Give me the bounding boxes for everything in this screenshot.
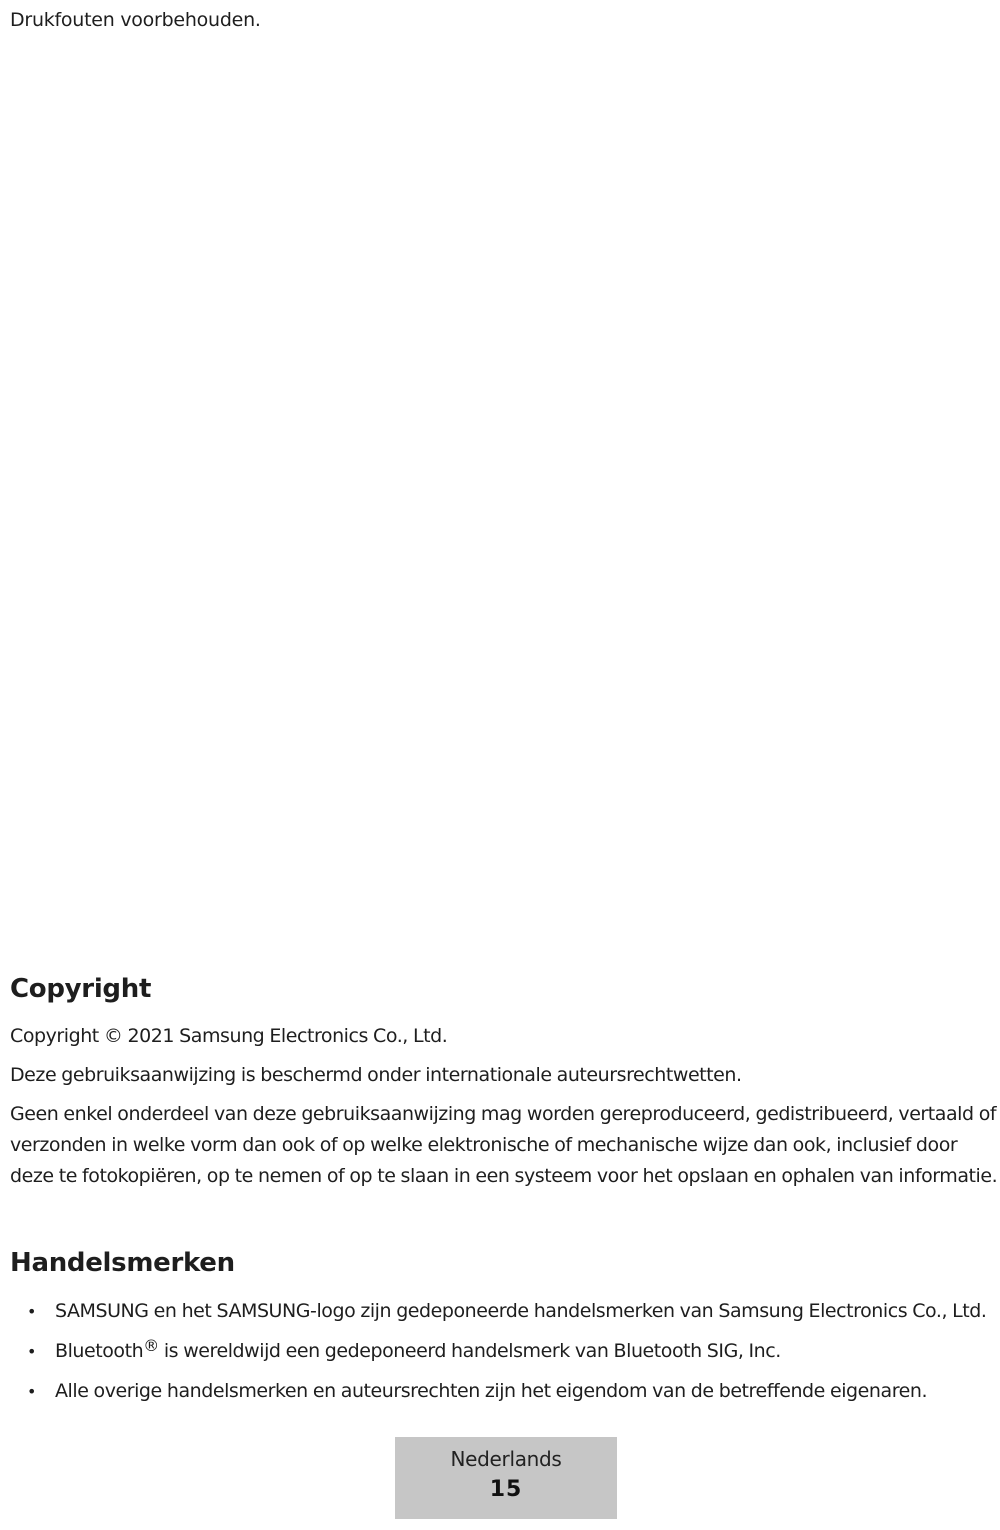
trademarks-heading: Handelsmerken — [10, 1248, 235, 1278]
trademark-item-others — [10, 1376, 1000, 1407]
bullet-icon: • — [27, 1302, 36, 1321]
trademarks-list — [10, 1296, 1000, 1416]
trademark-item-bluetooth — [10, 1336, 1000, 1367]
page-number: 15 — [489, 1477, 523, 1502]
copyright-heading: Copyright — [10, 974, 152, 1004]
trademark-item-text: Alle overige handelsmerken en auteursrechten zijn het eigendom van de betreffende eigenaren. — [55, 1380, 928, 1402]
copyright-notice: Copyright © 2021 Samsung Electronics Co., Ltd. — [10, 1025, 448, 1047]
footer-language: Nederlands — [450, 1447, 562, 1471]
copyright-protection-text: Deze gebruiksaanwijzing is beschermd onder internationale auteursrechtwetten. — [10, 1064, 742, 1086]
registered-mark: ® — [143, 1336, 159, 1355]
bullet-icon: • — [27, 1342, 36, 1361]
trademark-item-text-bluetooth-rest: is wereldwijd een gedeponeerd handelsmerk van Bluetooth SIG, Inc. — [158, 1340, 781, 1362]
disclaimer-note: Drukfouten voorbehouden. — [10, 9, 261, 31]
copyright-reproduction-text: Geen enkel onderdeel van deze gebruiksaanwijzing mag worden gereproduceerd, gedistribueerd, vertaald of verzonden in welke vorm dan ook of op welke elektronische of mechanische wijze dan ook, inclusief door deze te fotokopiëren, op te nemen of op te slaan in een systeem voor het opslaan en ophalen van informatie. — [10, 1103, 998, 1187]
bullet-icon: • — [27, 1382, 36, 1401]
trademark-item-text-bluetooth: Bluetooth — [55, 1340, 144, 1362]
page-footer-box — [395, 1437, 617, 1519]
trademark-item-samsung — [10, 1296, 1000, 1327]
trademark-item-text: SAMSUNG en het SAMSUNG-logo zijn gedeponeerde handelsmerken van Samsung Electronics Co., Ltd. — [55, 1300, 987, 1322]
